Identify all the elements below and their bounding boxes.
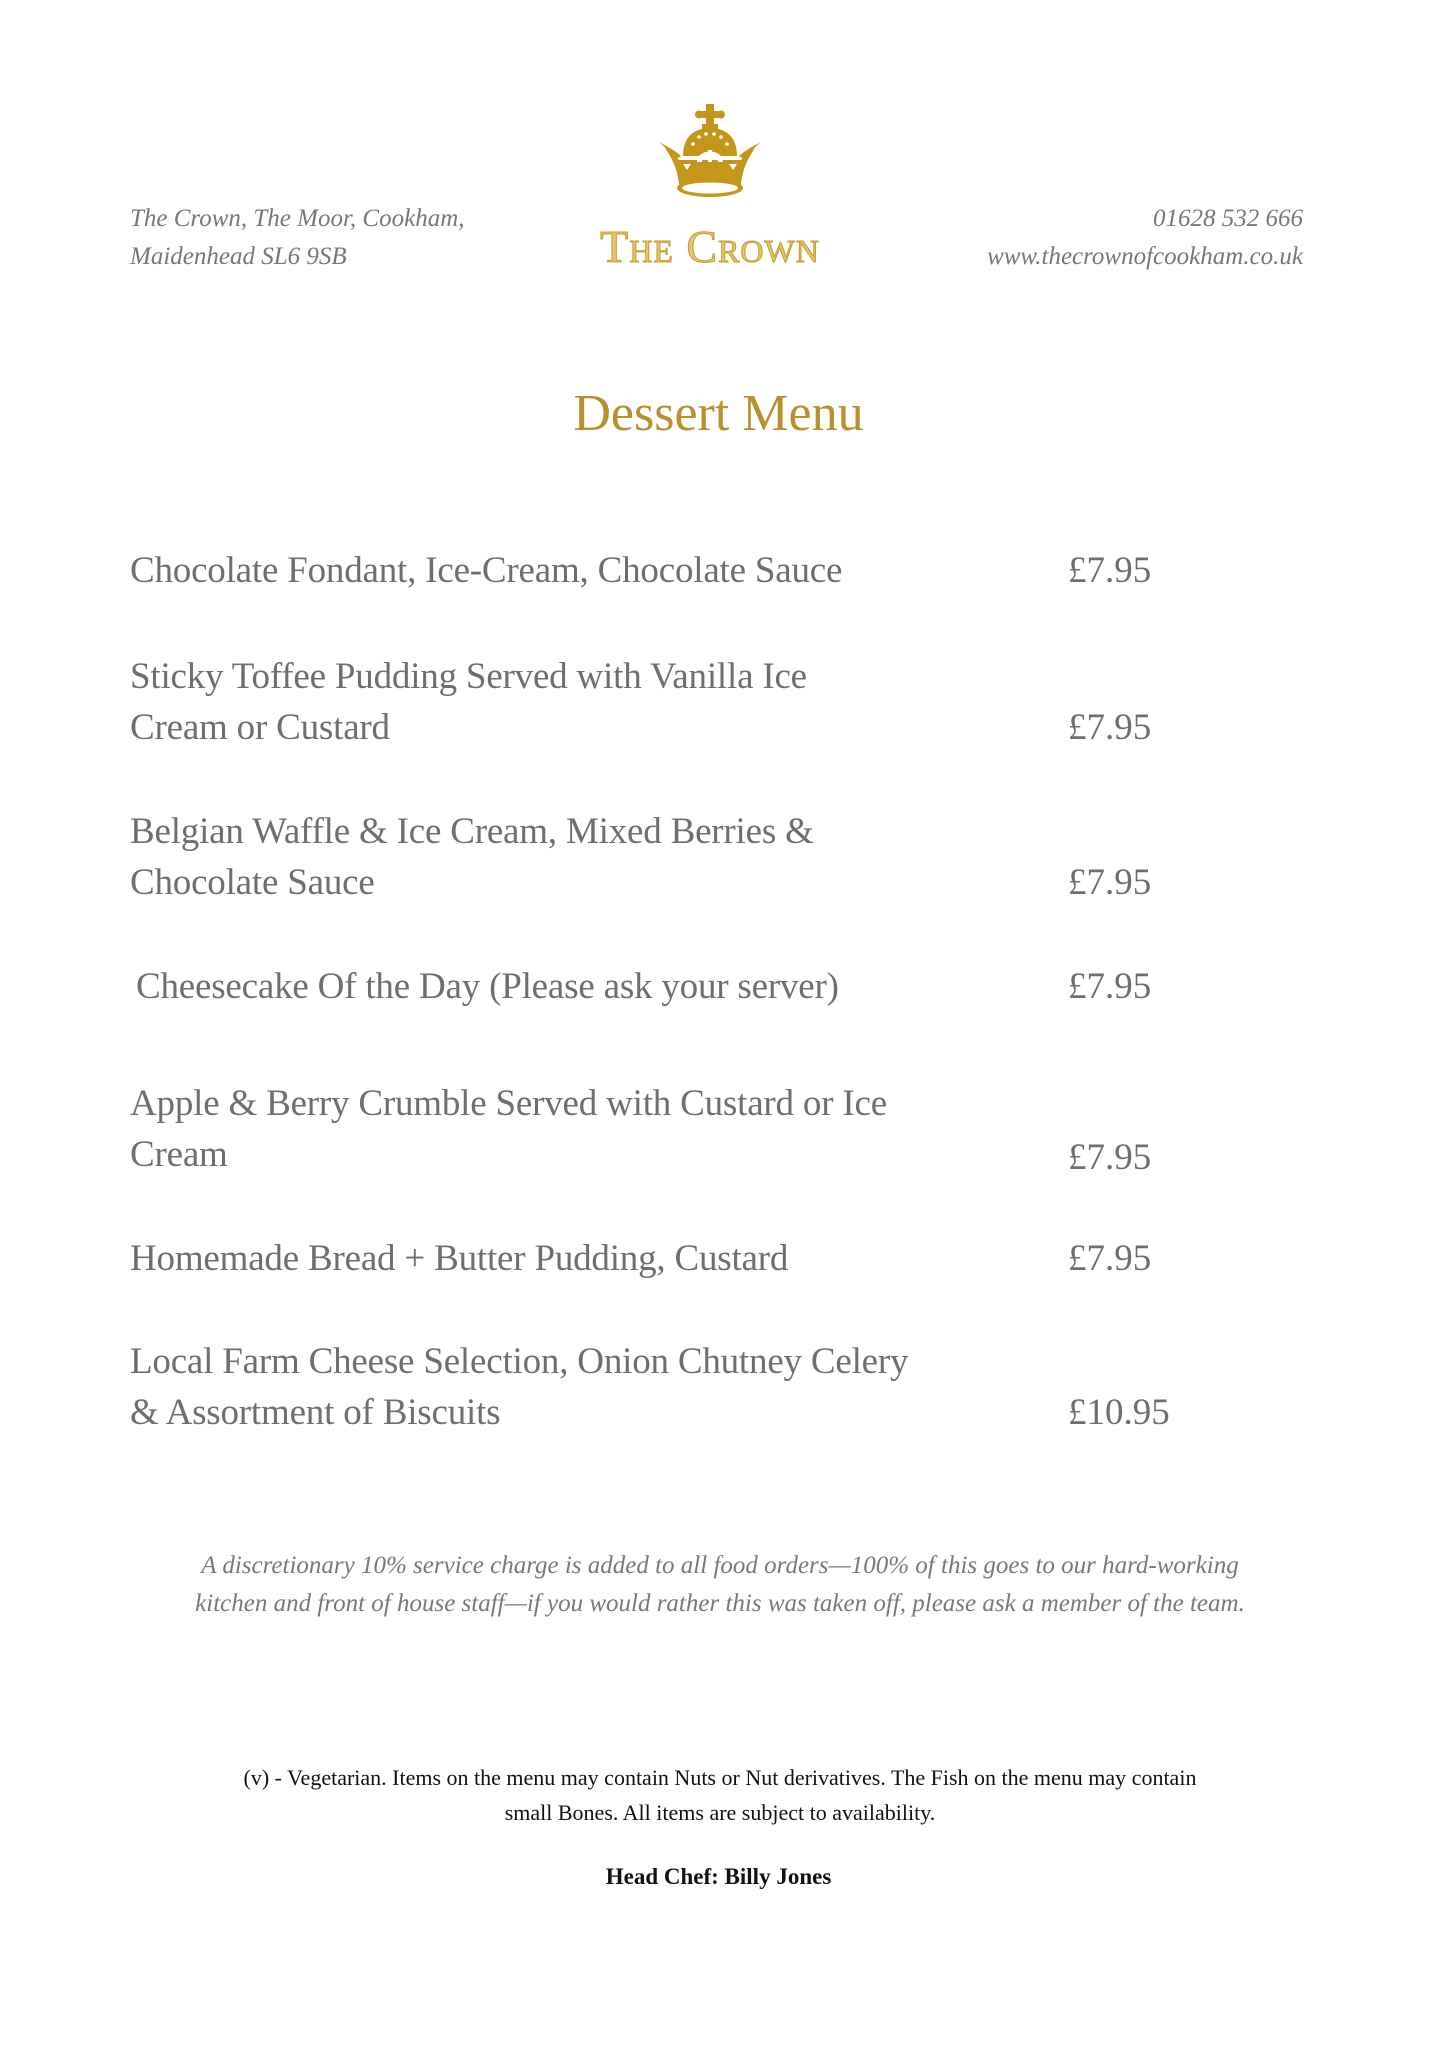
address-block xyxy=(130,200,465,276)
page-title: Dessert Menu xyxy=(573,385,864,442)
menu-item-name: Cheesecake Of the Day (Please ask your server) xyxy=(136,966,839,1007)
head-chef: Head Chef: Billy Jones xyxy=(605,1864,832,1889)
menu-item-name: Homemade Bread + Butter Pudding, Custard xyxy=(130,1238,789,1279)
menu-item-name: Local Farm Cheese Selection, Onion Chutney Celery & Assortment of Biscuits xyxy=(130,1341,909,1433)
website-link[interactable]: www.thecrownofcookham.co.uk xyxy=(987,243,1303,270)
phone-number: 01628 532 666 xyxy=(1153,205,1303,232)
service-charge-note: A discretionary 10% service charge is added to all food orders—100% of this goes to our hard-working kitchen and front of house staff—if you would rather this was taken off, please ask a member of the team. xyxy=(195,1552,1245,1617)
menu-item-price: £10.95 xyxy=(1068,1392,1170,1433)
allergen-note: (v) - Vegetarian. Items on the menu may contain Nuts or Nut derivatives. The Fish on the menu may contain small Bones. All items are subject to availability. xyxy=(243,1765,1197,1825)
menu-item-name: Chocolate Fondant, Ice-Cream, Chocolate Sauce xyxy=(130,550,843,591)
menu-item-price: £7.95 xyxy=(1068,1137,1152,1178)
menu-item-price: £7.95 xyxy=(1068,707,1152,748)
logo-wordmark: The Crown xyxy=(600,221,820,272)
menu-item-price: £7.95 xyxy=(1068,1238,1152,1279)
address-line-2: Maidenhead SL6 9SB xyxy=(130,243,347,270)
menu-item-name: Apple & Berry Crumble Served with Custard or Ice Cream xyxy=(130,1083,887,1175)
menu-item-name: Belgian Waffle & Ice Cream, Mixed Berries & Chocolate Sauce xyxy=(130,811,814,903)
menu-item-price: £7.95 xyxy=(1068,550,1152,591)
crown-icon xyxy=(655,104,765,200)
menu-item-price: £7.95 xyxy=(1068,862,1152,903)
contact-block xyxy=(987,200,1303,276)
logo xyxy=(540,100,880,275)
menu-item-price: £7.95 xyxy=(1068,966,1152,1007)
menu-item-name: Sticky Toffee Pudding Served with Vanilla Ice Cream or Custard xyxy=(130,656,807,748)
address-line-1: The Crown, The Moor, Cookham, xyxy=(130,205,465,232)
